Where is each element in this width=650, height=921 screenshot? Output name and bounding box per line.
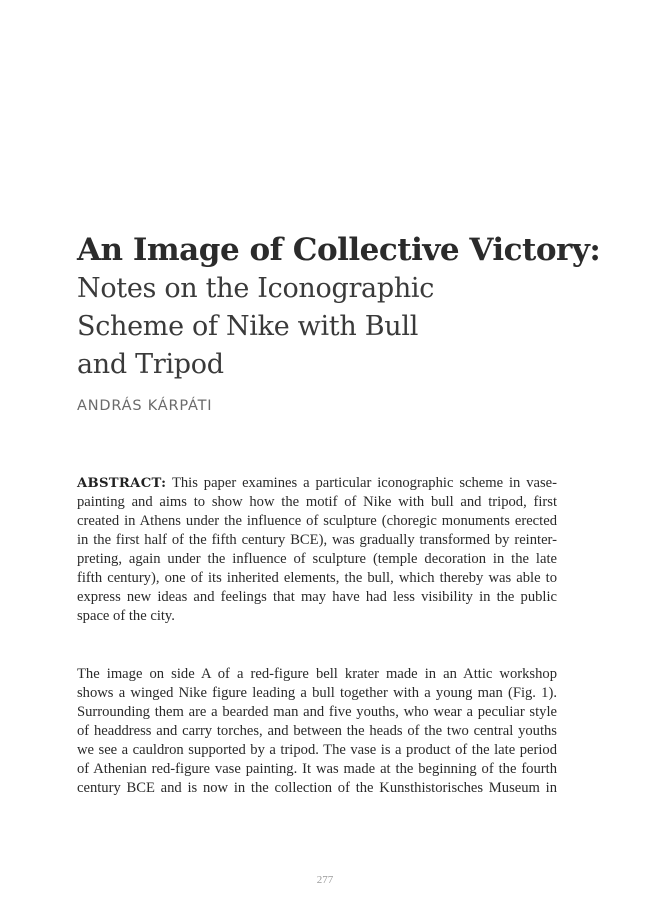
abstract-line: express new ideas and feelings that may have had less visibility in the public [77,589,557,605]
body-line: The image on side A of a red-figure bell krater made in an Attic workshop [77,666,557,682]
body-paragraph [77,665,557,798]
abstract-line: created in Athens under the influence of sculpture (choregic monuments erected [77,513,557,529]
abstract-line: fifth century), one of its inherited elements, the bull, which thereby was able to [77,570,557,586]
body-line: Surrounding them are a bearded man and five youths, who wear a peculiar style [77,704,557,720]
abstract [77,474,557,626]
subtitle-line: and Tripod [77,349,224,380]
body-line: of Athenian red-figure vase painting. It was made at the beginning of the fourth [77,761,557,777]
body-line: shows a winged Nike figure leading a bull together with a young man (Fig. 1). [77,685,557,701]
abstract-line: space of the city. [77,608,175,624]
abstract-line-text: This paper examines a particular iconographic scheme in vase- [171,475,557,491]
abstract-line [77,474,557,493]
article-title: An Image of Collective Victory: [77,232,601,268]
subtitle-line: Scheme of Nike with Bull [77,311,419,342]
body-line: century BCE and is now in the collection of the Kunsthistorisches Museum in [77,780,557,796]
abstract-line: preting, again under the influence of sculpture (temple decoration in the late [77,551,557,567]
abstract-label: ABSTRACT: [77,476,167,491]
author-name: ANDRÁS KÁRPÁTI [77,398,213,414]
abstract-line: in the first half of the fifth century BCE), was gradually transformed by reinter- [77,532,557,548]
body-line: of headdress and carry torches, and between the heads of the two central youths [77,723,557,739]
article-subtitle [77,270,557,384]
page-number: 277 [316,874,334,886]
abstract-line: painting and aims to show how the motif of Nike with bull and tripod, first [77,494,557,510]
body-line: we see a cauldron supported by a tripod. The vase is a product of the late period [77,742,557,758]
subtitle-line: Notes on the Iconographic [77,273,435,304]
